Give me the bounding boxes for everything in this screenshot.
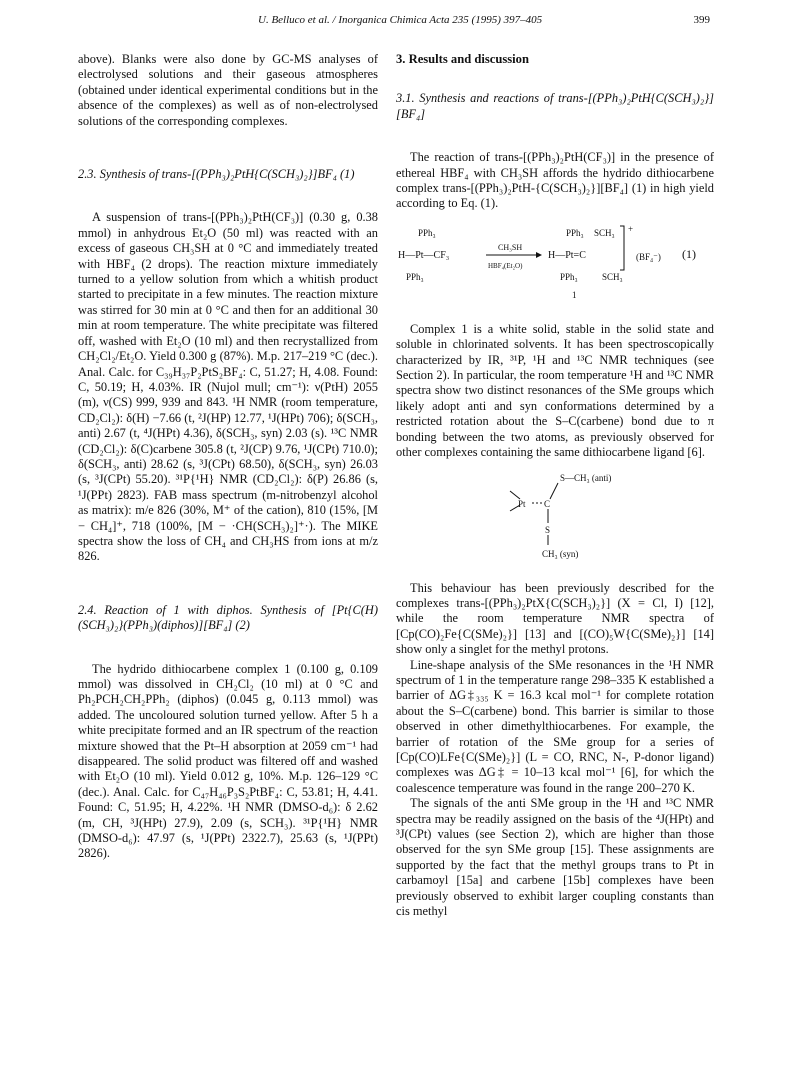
struct-bottom-label: CH₃ (syn) bbox=[542, 548, 579, 559]
scheme-product: H—Pt=C bbox=[548, 249, 586, 261]
conformation-structure-svg bbox=[396, 467, 714, 563]
section-2-4-body: The hydrido dithiocarbene complex 1 (0.100 g, 0.109 mmol) was dissolved in CH₂Cl₂ (10 ml) at 0 °C and Ph₂PCH₂CH₂PPh₂ (diphos) (0.045 g, 0.113 mmol) was added. The uncoloured solution turned yellow. After 5 h a white precipitate formed and an IR spectrum of the reaction mixture showed that the Pt–H absorption at 2059 cm⁻¹ had disappeared. The solid product was filtered off and washed with Et₂O (10 ml). Yield 0.012 g, 10%. M.p. 126–129 °C (dec.). Anal. Calc. for C₄₇H₄₆P₃S₂PtBF₄: C, 53.81; H, 4.41. Found: C, 51.95; H, 4.22%. ¹H NMR (DMSO-d₆): δ 2.62 (m, CH, ³J(HPt) 27.9), 2.09 (s, SCH₃). ³¹P{¹H} NMR (DMSO-d₆): 47.97 (s, ¹J(PPt) 2322.7), 25.63 (s, ¹J(PPt) 2826). bbox=[78, 661, 378, 861]
struct-c-label: C bbox=[544, 498, 551, 509]
scheme-pph3-bottom-left: PPh₃ bbox=[406, 271, 424, 282]
section-2-4-title: 2.4. Reaction of 1 with diphos. Synthesis of [Pt{C(H)(SCH₃)₂}(PPh₃)(diphos)][BF₄] (2) bbox=[78, 602, 378, 633]
scheme-pph3-top-left: PPh₃ bbox=[418, 227, 436, 238]
scheme-pph3-bottom-right: PPh₃ bbox=[560, 271, 578, 282]
running-head: U. Belluco et al. / Inorganica Chimica Acta 235 (1995) 397–405 bbox=[258, 14, 543, 26]
scheme-reactant: H—Pt—CF₃ bbox=[398, 249, 450, 261]
paragraph-1: The reaction of trans-[(PPh₃)₂PtH(CF₃)] in the presence of ethereal HBF₄ with CH₃SH affords the hydrido dithiocarbene complex trans-[(PPh₃)₂PtH-{C(SCH₃)₂}][BF₄] (1) in high yield according to Eq. (1). bbox=[396, 150, 714, 211]
conformation-structure bbox=[396, 467, 714, 563]
section-2-3-title: 2.3. Synthesis of trans-[(PPh₃)₂PtH{C(SCH₃)₂}]BF₄ (1) bbox=[78, 167, 355, 182]
struct-pt-label: Pt bbox=[518, 498, 526, 509]
right-column bbox=[396, 52, 714, 919]
paragraph-4: Line-shape analysis of the SMe resonances in the ¹H NMR spectrum of 1 in the temperature range 298–335 K established a barrier of ΔG‡₃₃₅ K = 16.3 kcal mol⁻¹ for complete rotation about the S–C(carbene) bond. This barrier is similar to those observed in other dimethylthiocarbenes. For example, the barrier of rotation of the SMe group for a series of [Cp(CO)LFe{C(SMe)₂}] (L = CO, RNC, N-, P-donor ligand) complexes was ΔG‡ = 10–13 kcal mol⁻¹ [6], for which the coalescence temperature was found in the range 200–270 K. bbox=[396, 657, 714, 795]
struct-s-label: S bbox=[545, 524, 551, 535]
section-2-3-body: A suspension of trans-[(PPh₃)₂PtH(CF₃)] (0.30 g, 0.38 mmol) in anhydrous Et₂O (50 ml) was reacted with an excess of gaseous CH₃SH at 0 °C and immediately treated with HBF₄ (2 drops). The reaction mixture immediately turned to a yellow solution from which a whitish product started to precipitate in a few minutes. The reaction mixture was stirred for 30 min at 0 °C and then for an additional 30 min at room temperature. The white precipitate was filtered off, washed with Et₂O (10 ml) and then recrystallized from CH₂Cl₂/Et₂O. Yield 0.300 g (87%). M.p. 217–219 °C (dec.). Anal. Calc. for C₃₉H₃₇P₂PtS₂BF₄: C, 51.27; H, 4.08. Found: C, 50.19; H, 4.03%. IR (Nujol mull; cm⁻¹): ν(PtH) 2055 (m), ν(CS) 999, 939 and 843. ¹H NMR (room temperature, CD₂Cl₂): δ(H) −7.66 (t, ²J(HP) 12.77, ¹J(HPt) 706); δ(SCH₃, anti) 2.67 (t, ⁴J(HPt) 4.36), δ(SCH₃, syn) 2.03 (s). ¹³C NMR (CD₂Cl₂): δ(C)carbene 305.8 (t, ²J(CP) 9.76, ¹J(CPt) 710.0); δ(SCH₃, anti) 28.62 (s, ³J(CPt) 68.50), δ(SCH₃, syn) 26.03 (s, ³J(CPt) 55.20). ³¹P{¹H} NMR (CD₂Cl₂): δ(P) 26.86 (s, ¹J(PPt) 2823). FAB mass spectrum (m-nitrobenzyl alcohol as matrix): m/e 826 (30%, M⁺ of the cation), 810 (15%, [M − CH₄]⁺, 718 (100%, [M − ·CH(SCH₃)₂]⁺·). The MIKE spectra show the loss of CH₄ and CH₃HS from ions at m/z 826. bbox=[78, 210, 378, 564]
page-number: 399 bbox=[693, 14, 710, 26]
scheme-sch3-bottom: SCH₃ bbox=[602, 271, 623, 282]
scheme-reagent-above: CH₃SH bbox=[498, 242, 523, 252]
section-3-title: 3. Results and discussion bbox=[396, 52, 529, 66]
reaction-scheme-eq1 bbox=[396, 222, 714, 308]
scheme-bracket bbox=[620, 226, 624, 270]
paragraph-2: Complex 1 is a white solid, stable in the solid state and soluble in chlorinated solvents. It has been spectroscopically characterized by IR, ³¹P, ¹H and ¹³C NMR techniques (see Section 2). In particular, the room temperature ¹H and ¹³C NMR spectra show two distinct resonances of the SMe groups which likely adopt anti and syn conformations determined by a restricted rotation about the S–C(carbene) bond due to π bonding between the two atoms, as previously observed for other complexes containing the same dithiocarbene ligand [6]. bbox=[396, 321, 714, 460]
left-column bbox=[78, 52, 378, 862]
struct-bond-cs-anti bbox=[550, 483, 558, 499]
struct-bond-upper bbox=[510, 491, 520, 499]
intro-paragraph: above). Blanks were also done by GC-MS analyses of electrolysed solutions and their gaseous atmospheres (obtained under identical experimental conditions but in the absence of the complexes) as well as of non-electrolysed solutions of the corresponding complexes. bbox=[78, 52, 378, 128]
scheme-charge: + bbox=[628, 223, 634, 234]
paragraph-5: The signals of the anti SMe group in the ¹H and ¹³C NMR spectra may be readily assigned on the basis of the ⁴J(HPt) and ³J(CPt) values (see Section 2), which are higher than those observed for the syn SMe group [15]. These assignments are supported by the fact that the methyl groups trans to Pt in carbamoyl [15a] and carbene [15b] complexes have been previously observed to exhibit larger coupling constants than cis methyl bbox=[396, 796, 714, 919]
section-3-1-title: 3.1. Synthesis and reactions of trans-[(PPh₃)₂PtH{C(SCH₃)₂}][BF₄] bbox=[396, 91, 714, 121]
scheme-reagent-below: HBF₄(Et₂O) bbox=[488, 261, 523, 270]
page-header bbox=[78, 14, 710, 32]
scheme-pph3-top-right: PPh₃ bbox=[566, 227, 584, 238]
paragraph-3: This behaviour has been previously described for the complexes trans-[(PPh₃)₂PtX{C(SCH₃)₂}] (X = Cl, I) [12], while the room temperature NMR spectra of [Cp(CO)₂Fe{C(SMe)₂}] [13] and [(CO)₅W{C(SMe)₂}] [14] show only a singlet for the methyl protons. bbox=[396, 580, 714, 657]
scheme-counterion: (BF₄⁻) bbox=[636, 251, 661, 262]
compound-label: 1 bbox=[572, 289, 577, 300]
scheme-arrow-head bbox=[536, 252, 542, 258]
struct-top-label: S—CH₃ (anti) bbox=[560, 472, 612, 483]
scheme-sch3-top: SCH₃ bbox=[594, 227, 615, 238]
reaction-scheme-svg bbox=[396, 222, 714, 308]
equation-number: (1) bbox=[682, 246, 696, 261]
